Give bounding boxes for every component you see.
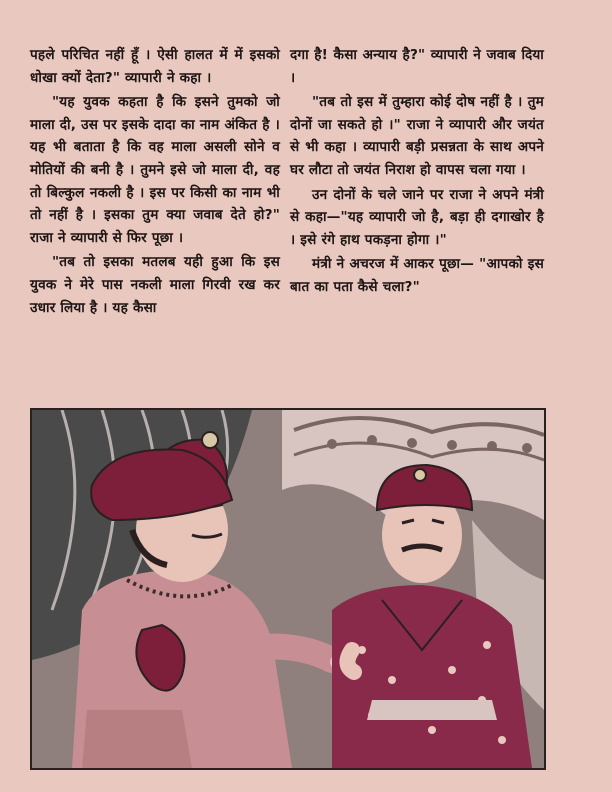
paragraph: पहले परिचित नहीं हूँ । ऐसी हालत में में इसको धोखा क्यों देता?" व्यापारी ने कहा । [30, 47, 280, 86]
king-and-minister-illustration [30, 408, 546, 770]
paragraph: "यह युवक कहता है कि इसने तुमको जो माला दी, उस पर इसके दादा का नाम अंकित है । यह भी बताता है कि वह माला असली सोने व मोतियों की बनी है । तुमने इसे जो माला दी, वह तो बिल्कुल नकली है । इस पर किसी का नाम भी तो नहीं है । इसका तुम क्या जवाब देते हो?" राजा ने व्यापारी से फिर पूछा । [30, 94, 280, 246]
paragraph: "तब तो इस में तुम्हारा कोई दोष नहीं है । तुम दोनों जा सकते हो ।" राजा ने व्यापारी और जयंत से भी कहा । व्यापारी बड़ी प्रसन्नता के साथ अपने घर लौटा तो जयंत निराश हो वापस चला गया । [290, 94, 544, 178]
paragraph: उन दोनों के चले जाने पर राजा ने अपने मंत्री से कहा—"यह व्यापारी जो है, बड़ा ही दगाखोर है । इसे रंगे हाथ पकड़ना होगा ।" [290, 186, 544, 248]
right-text-column [290, 44, 544, 301]
paragraph: दगा है! कैसा अन्याय है?" व्यापारी ने जवाब दिया । [290, 47, 544, 86]
paragraph: "तब तो इसका मतलब यही हुआ कि इस युवक ने मेरे पास नकली माला गिरवी रख कर उधार लिया है । यह कैसा [30, 254, 280, 316]
paragraph: मंत्री ने अचरज में आकर पूछा— "आपको इस बात का पता कैसे चला?" [290, 256, 544, 295]
left-text-column [30, 44, 280, 321]
